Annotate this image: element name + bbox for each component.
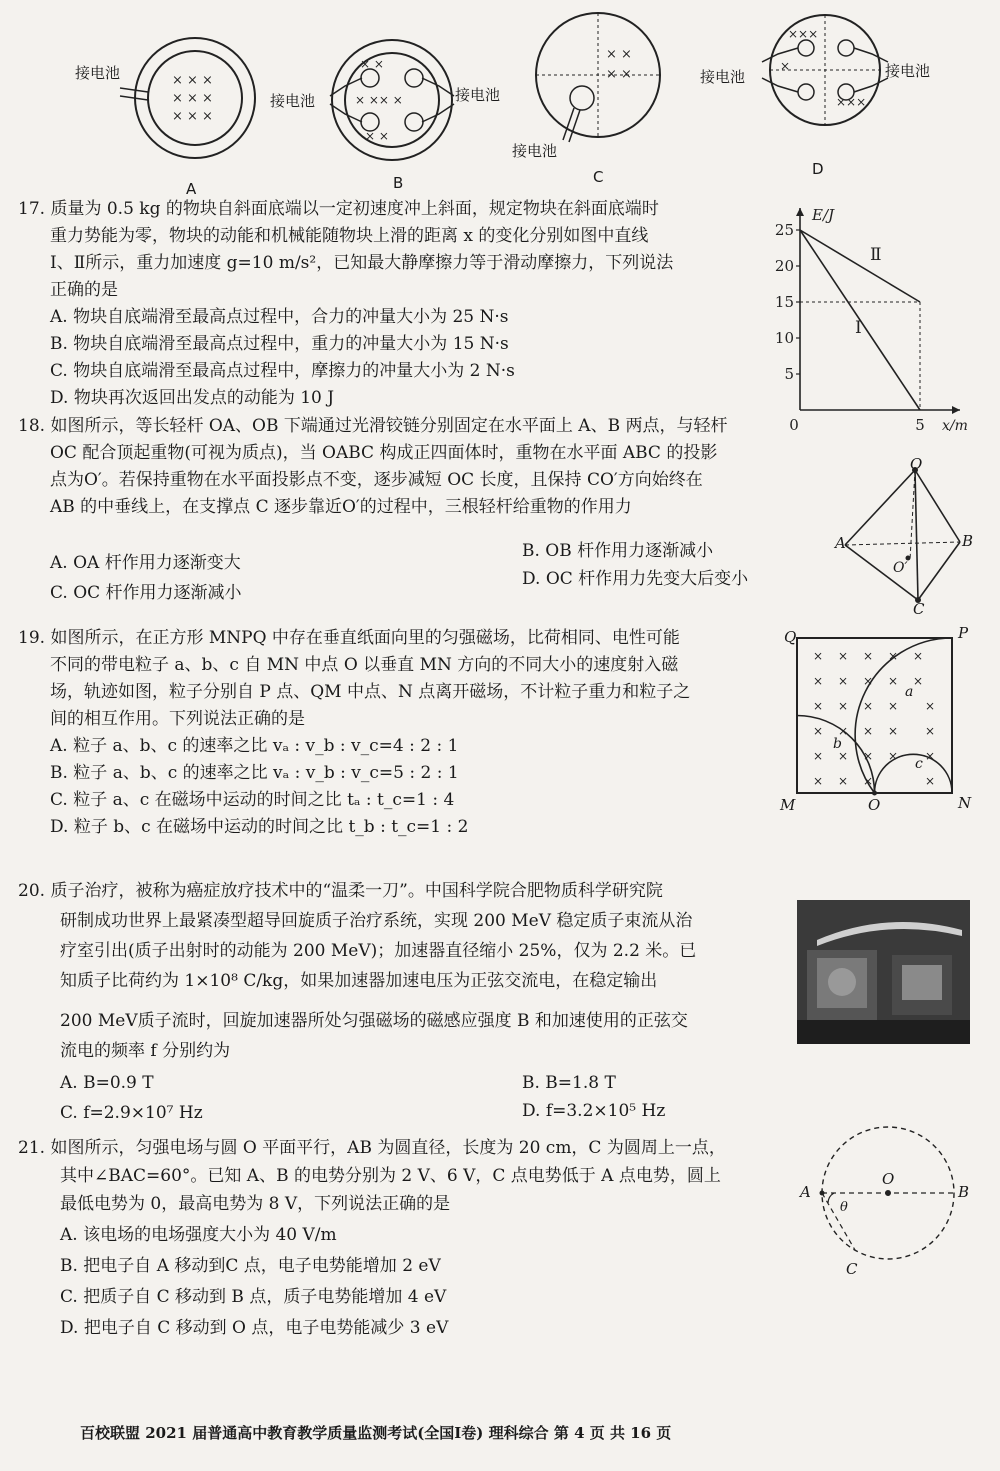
q18-line-2: OC 配合顶起重物(可视为质点)，当 OABC 构成正四面体时，重物在水平面 ABC 的投影 bbox=[50, 443, 718, 463]
q21-option-a: A. 该电场的电场强度大小为 40 V/m bbox=[60, 1225, 337, 1245]
q19-line-4: 间的相互作用。下列说法正确的是 bbox=[50, 709, 305, 729]
svg-text:×: × bbox=[813, 774, 824, 788]
svg-text:×: × bbox=[863, 774, 874, 788]
svg-text:×: × bbox=[925, 774, 936, 788]
svg-text:× ×× ×: × ×× × bbox=[355, 93, 403, 107]
q17-option-d: D. 物块再次返回出发点的动能为 10 J bbox=[50, 388, 335, 408]
svg-text:×: × bbox=[813, 649, 824, 663]
q21-option-d: D. 把电子自 C 移动到 O 点，电子电势能减少 3 eV bbox=[60, 1318, 449, 1338]
svg-text:×: × bbox=[863, 724, 874, 738]
y-axis-arrow bbox=[796, 208, 804, 216]
series-label-1: Ⅰ bbox=[855, 318, 862, 338]
svg-text:×: × bbox=[925, 724, 936, 738]
svg-text:× ×: × × bbox=[606, 47, 632, 62]
q21-line-3: 最低电势为 0，最高电势为 8 V，下列说法正确的是 bbox=[60, 1194, 451, 1214]
figure-label-c: C bbox=[593, 168, 604, 186]
battery-label-b-left: 接电池 bbox=[270, 92, 316, 110]
svg-text:× ×: × × bbox=[606, 67, 632, 82]
x-axis-label: x/m bbox=[942, 418, 968, 434]
svg-text:×: × bbox=[838, 749, 849, 763]
q20-line-3: 疗室引出(质子出射时的动能为 200 MeV)；加速器直径缩小 25%，仅为 2.2 米。已 bbox=[60, 941, 697, 961]
q17-option-b: B. 物块自底端滑至最高点过程中，重力的冲量大小为 15 N·s bbox=[50, 334, 509, 354]
svg-text:×: × bbox=[888, 674, 899, 688]
q19-option-b: B. 粒子 a、b、c 的速率之比 vₐ : v_b : v_c=5 : 2 : 1 bbox=[50, 763, 459, 783]
trajectory-label-a: a bbox=[905, 684, 914, 700]
square-label-q: Q bbox=[784, 628, 797, 646]
figure-d bbox=[762, 15, 888, 125]
y-tick-label-20: 20 bbox=[774, 257, 794, 275]
battery-label-b-right: 接电池 bbox=[455, 86, 501, 104]
svg-text:×: × bbox=[925, 749, 936, 763]
svg-text:×: × bbox=[863, 749, 874, 763]
q20-option-b: B. B=1.8 T bbox=[522, 1073, 616, 1093]
square-label-o: O bbox=[868, 796, 881, 814]
circle-field-figure bbox=[800, 1125, 980, 1285]
q20-option-a: A. B=0.9 T bbox=[60, 1073, 154, 1093]
figure-label-a: A bbox=[186, 180, 197, 198]
figure-b bbox=[330, 40, 454, 160]
figure-c bbox=[536, 13, 660, 142]
figure-label-d: D bbox=[812, 160, 824, 178]
q20-line-5: 200 MeV质子流时，回旋加速器所处匀强磁场的磁感应强度 B 和加速使用的正弦交 bbox=[60, 1011, 688, 1031]
q17-option-c: C. 物块自底端滑至最高点过程中，摩擦力的冲量大小为 2 N·s bbox=[50, 361, 515, 381]
q19-line-3: 场，轨迹如图，粒子分别自 P 点、QM 中点、N 点离开磁场，不计粒子重力和粒子之 bbox=[50, 682, 691, 702]
q19-option-d: D. 粒子 b、c 在磁场中运动的时间之比 t_b : t_c=1 : 2 bbox=[50, 817, 469, 837]
q20-line-4: 知质子比荷约为 1×10⁸ C/kg，如果加速器加速电压为正弦交流电，在稳定输出 bbox=[60, 971, 658, 991]
q17-line-4: 正确的是 bbox=[50, 280, 118, 300]
y-axis-label: E/J bbox=[812, 206, 835, 224]
svg-text:×: × bbox=[888, 699, 899, 713]
circle-label-theta: θ bbox=[840, 1200, 848, 1215]
svg-text:×: × bbox=[813, 724, 824, 738]
trajectory-label-b: b bbox=[833, 736, 842, 752]
svg-text:×: × bbox=[913, 649, 924, 663]
q19-line-1: 19. 如图所示，在正方形 MNPQ 中存在垂直纸面向里的匀强磁场，比荷相同、电性可能 bbox=[18, 628, 680, 648]
svg-text:×: × bbox=[888, 749, 899, 763]
svg-text:× ×: × × bbox=[360, 57, 384, 71]
q20-line-1: 20. 质子治疗，被称为癌症放疗技术中的“温柔一刀”。中国科学院合肥物质科学研究院 bbox=[18, 881, 663, 901]
circle-label-o: O bbox=[882, 1170, 895, 1188]
x-axis-arrow bbox=[952, 406, 960, 414]
svg-text:× × ×: × × × bbox=[172, 109, 213, 124]
series-line-2 bbox=[800, 230, 920, 302]
q18-option-b: B. OB 杆作用力逐渐减小 bbox=[522, 541, 714, 561]
q19-option-a: A. 粒子 a、b、c 的速率之比 vₐ : v_b : v_c=4 : 2 : 1 bbox=[50, 736, 459, 756]
svg-text:×: × bbox=[888, 724, 899, 738]
q18-line-1: 18. 如图所示，等长轻杆 OA、OB 下端通过光滑铰链分别固定在水平面上 A、B 两点，与轻杆 bbox=[18, 416, 728, 436]
tetra-label-o-prime: O′ bbox=[893, 560, 908, 576]
svg-text:×: × bbox=[813, 674, 824, 688]
q18-option-c: C. OC 杆作用力逐渐减小 bbox=[50, 583, 242, 603]
svg-text:×: × bbox=[863, 649, 874, 663]
q21-option-b: B. 把电子自 A 移动到C 点，电子电势能增加 2 eV bbox=[60, 1256, 441, 1276]
y-tick-label-25: 25 bbox=[774, 221, 794, 239]
tetra-label-o: O bbox=[910, 455, 923, 473]
svg-text:×: × bbox=[813, 749, 824, 763]
q20-option-d: D. f=3.2×10⁵ Hz bbox=[522, 1101, 666, 1121]
svg-text:×: × bbox=[838, 674, 849, 688]
q20-line-6: 流电的频率 f 分别约为 bbox=[60, 1041, 231, 1061]
battery-label-d-left: 接电池 bbox=[700, 68, 746, 86]
svg-text:×: × bbox=[813, 699, 824, 713]
circle-label-a: A bbox=[800, 1183, 811, 1201]
svg-text:×: × bbox=[838, 774, 849, 788]
svg-text:×: × bbox=[888, 649, 899, 663]
y-tick-label-15: 15 bbox=[774, 293, 794, 311]
y-tick-label-10: 10 bbox=[774, 329, 794, 347]
q17-option-a: A. 物块自底端滑至最高点过程中，合力的冲量大小为 25 N·s bbox=[50, 307, 509, 327]
tetra-label-c: C bbox=[913, 600, 925, 618]
q21-line-1: 21. 如图所示，匀强电场与圆 O 平面平行，AB 为圆直径，长度为 20 cm，C 为圆周上一点， bbox=[18, 1138, 726, 1158]
svg-text:×××: ××× bbox=[788, 27, 819, 41]
circle-label-c: C bbox=[846, 1260, 858, 1278]
battery-label-a: 接电池 bbox=[75, 64, 121, 82]
tetra-label-a: A bbox=[835, 534, 846, 552]
svg-text:×××: ××× bbox=[836, 95, 867, 109]
svg-text:×: × bbox=[838, 724, 849, 738]
svg-text:×: × bbox=[913, 674, 924, 688]
q20-line-2: 研制成功世界上最紧凑型超导回旋质子治疗系统，实现 200 MeV 稳定质子束流从治 bbox=[60, 911, 693, 931]
svg-text:×: × bbox=[925, 699, 936, 713]
q17-line-1: 17. 质量为 0.5 kg 的物块自斜面底端以一定初速度冲上斜面，规定物块在斜面底端时 bbox=[18, 199, 659, 219]
circle-label-b: B bbox=[958, 1183, 970, 1201]
svg-text:×: × bbox=[838, 649, 849, 663]
page-footer: 百校联盟 2021 届普通高中教育教学质量监测考试(全国Ⅰ卷) 理科综合 第 4 页 共 16 页 bbox=[80, 1424, 672, 1442]
square-label-p: P bbox=[958, 624, 969, 642]
q19-option-c: C. 粒子 a、c 在磁场中运动的时间之比 tₐ : t_c=1 : 4 bbox=[50, 790, 455, 810]
energy-chart bbox=[770, 200, 975, 445]
q17-line-3: Ⅰ、Ⅱ所示，重力加速度 g=10 m/s²，已知最大静摩擦力等于滑动摩擦力，下列说法 bbox=[50, 253, 674, 273]
square-label-m: M bbox=[780, 796, 796, 814]
q18-line-4: AB 的中垂线上，在支撑点 C 逐步靠近O′的过程中，三根轻杆给重物的作用力 bbox=[50, 497, 632, 517]
square-label-n: N bbox=[958, 794, 972, 812]
q18-line-3: 点为O′。若保持重物在水平面投影点不变，逐步减短 OC 长度，且保持 CO′方向始终在 bbox=[50, 470, 703, 490]
tetra-label-b: B bbox=[962, 532, 974, 550]
q20-option-c: C. f=2.9×10⁷ Hz bbox=[60, 1103, 203, 1123]
q18-option-a: A. OA 杆作用力逐渐变大 bbox=[50, 553, 241, 573]
q21-option-c: C. 把质子自 C 移动到 B 点，质子电势能增加 4 eV bbox=[60, 1287, 447, 1307]
proton-accelerator-photo bbox=[797, 900, 970, 1044]
svg-text:×: × bbox=[863, 699, 874, 713]
q18-option-d: D. OC 杆作用力先变大后变小 bbox=[522, 569, 749, 589]
svg-text:× × ×: × × × bbox=[172, 73, 213, 88]
svg-text:× × ×: × × × bbox=[172, 91, 213, 106]
x-tick-label-0: 0 bbox=[789, 416, 799, 434]
svg-text:×: × bbox=[838, 699, 849, 713]
figure-label-b: B bbox=[393, 174, 404, 192]
magnetic-field-figure bbox=[785, 625, 980, 815]
battery-label-c: 接电池 bbox=[512, 142, 558, 160]
tetrahedron-figure bbox=[830, 460, 980, 620]
svg-text:×: × bbox=[780, 59, 791, 73]
q21-line-2: 其中∠BAC=60°。已知 A、B 的电势分别为 2 V、6 V，C 点电势低于 A 点电势，圆上 bbox=[60, 1166, 721, 1186]
svg-text:× ×: × × bbox=[365, 129, 389, 143]
q17-line-2: 重力势能为零，物块的动能和机械能随物块上滑的距离 x 的变化分别如图中直线 bbox=[50, 226, 649, 246]
q19-line-2: 不同的带电粒子 a、b、c 自 MN 中点 O 以垂直 MN 方向的不同大小的速度射入磁 bbox=[50, 655, 679, 675]
y-tick-label-5: 5 bbox=[784, 365, 794, 383]
series-label-2: Ⅱ bbox=[870, 245, 882, 265]
trajectory-label-c: c bbox=[915, 756, 923, 772]
battery-label-d-right: 接电池 bbox=[885, 62, 931, 80]
figure-a bbox=[120, 38, 255, 158]
svg-text:×: × bbox=[863, 674, 874, 688]
x-tick-label-5: 5 bbox=[915, 416, 925, 434]
